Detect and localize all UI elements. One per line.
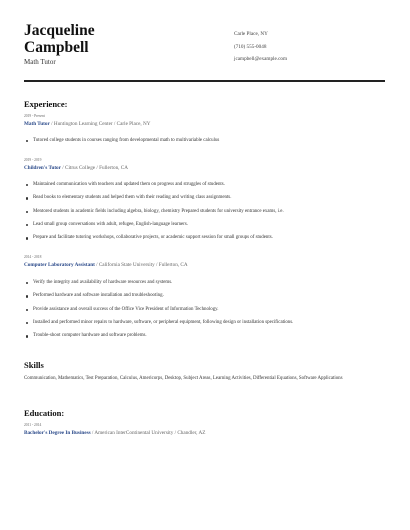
job-dates: 2019 - Present bbox=[24, 114, 45, 118]
list-item: Maintained communication with teachers and updated them on progress and struggles of students. bbox=[24, 182, 384, 195]
phone: (710) 555-0048 bbox=[234, 43, 267, 50]
job-title: Math Tutor bbox=[24, 58, 56, 66]
job-role-title: Computer Laboratory Assistant bbox=[24, 262, 95, 268]
job-role-org: / Huntington Learning Center / Carle Place, NY bbox=[49, 121, 151, 127]
school-name: / American InterContinental University / Chandler, AZ bbox=[90, 430, 206, 436]
header-divider bbox=[24, 80, 385, 82]
list-item: Tutored college students in courses ranging from developmental math to multivariable calculus bbox=[24, 138, 384, 151]
email[interactable]: jcampbell@example.com bbox=[234, 56, 288, 63]
skills-heading: Skills bbox=[24, 360, 44, 370]
job-dates: 2019 - 2019 bbox=[24, 158, 42, 162]
list-item: Lead small group conversations with adult, refugee, English-language learners. bbox=[24, 222, 384, 235]
job-role-org: / Citrus College / Fullerton, CA bbox=[60, 165, 128, 171]
education-heading: Education: bbox=[24, 408, 65, 418]
education-dates: 2011 - 2014 bbox=[24, 423, 42, 427]
job-role bbox=[24, 165, 128, 171]
skills-list: Communication, Mathematics, Test Preparation, Calculus, Americorps, Desktop, Subject Areas, Learning Activities, Differential Equations, Software Applications bbox=[24, 376, 343, 381]
list-item: Prepare and facilitate tutoring workshops, collaborative projects, or academic support session for small groups of students. bbox=[24, 235, 384, 248]
list-item: Provide assistance and overall success of the Office Vice President of Information Technology. bbox=[24, 307, 384, 320]
education-degree bbox=[24, 430, 205, 436]
degree-title: Bachelor's Degree In Business bbox=[24, 430, 91, 436]
job-bullets bbox=[24, 182, 384, 248]
list-item: Installed and performed minor repairs to hardware, software, or peripheral equipment, following design or installation specifications. bbox=[24, 320, 384, 333]
experience-heading: Experience: bbox=[24, 99, 68, 109]
first-name: Jacqueline bbox=[24, 22, 95, 39]
list-item: Verify the integrity and availability of hardware resources and systems. bbox=[24, 280, 384, 293]
candidate-name bbox=[24, 22, 204, 56]
last-name: Campbell bbox=[24, 39, 89, 56]
list-item: Read books to elementary students and helped them with their reading and writing class assignments. bbox=[24, 195, 384, 208]
job-role bbox=[24, 121, 151, 127]
list-item: Performed hardware and software installation and troubleshooting. bbox=[24, 293, 384, 306]
job-role-org: / California State University / Fullerton, CA bbox=[94, 262, 188, 268]
job-bullets bbox=[24, 280, 384, 346]
job-dates: 2014 - 2018 bbox=[24, 255, 42, 259]
job-role-title: Math Tutor bbox=[24, 121, 50, 127]
job-role bbox=[24, 262, 188, 268]
job-bullets bbox=[24, 138, 384, 151]
list-item: Trouble-shoot computer hardware and software problems. bbox=[24, 333, 384, 346]
contact-info bbox=[234, 28, 287, 66]
location: Carle Place, NY bbox=[234, 31, 268, 37]
job-role-title: Children's Tutor bbox=[24, 165, 61, 171]
list-item: Mentored students in academic fields including algebra, biology, chemistry Prepared students for university entrance exams, i.e. bbox=[24, 209, 384, 222]
